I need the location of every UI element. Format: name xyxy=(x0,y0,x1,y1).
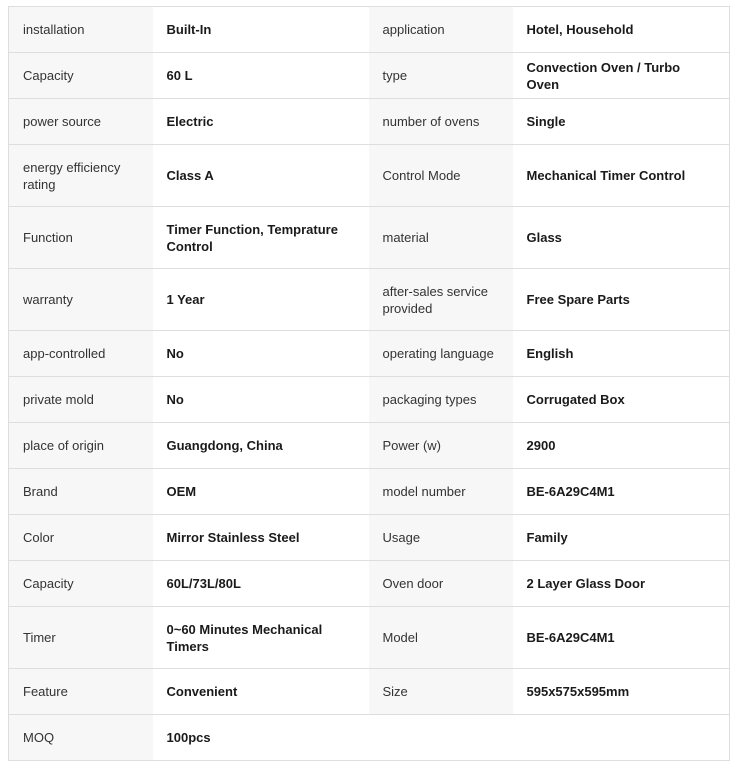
spec-label: place of origin xyxy=(9,423,153,469)
table-row xyxy=(9,145,730,207)
spec-value: Guangdong, China xyxy=(153,423,369,469)
spec-value: Single xyxy=(513,99,730,145)
spec-value: 60 L xyxy=(153,53,369,99)
table-row xyxy=(9,515,730,561)
spec-value: No xyxy=(153,377,369,423)
table-row xyxy=(9,469,730,515)
spec-label: Feature xyxy=(9,669,153,715)
spec-label: after-sales service provided xyxy=(369,269,513,331)
spec-label: MOQ xyxy=(9,715,153,761)
spec-label: Function xyxy=(9,207,153,269)
spec-value: Timer Function, Temprature Control xyxy=(153,207,369,269)
spec-label: installation xyxy=(9,7,153,53)
table-row xyxy=(9,331,730,377)
spec-value: Class A xyxy=(153,145,369,207)
table-row xyxy=(9,269,730,331)
spec-value: Family xyxy=(513,515,730,561)
spec-value: Glass xyxy=(513,207,730,269)
table-row xyxy=(9,53,730,99)
table-row xyxy=(9,377,730,423)
spec-value: 100pcs xyxy=(153,715,369,761)
spec-value: Convection Oven / Turbo Oven xyxy=(513,53,730,99)
spec-label: private mold xyxy=(9,377,153,423)
spec-value: 1 Year xyxy=(153,269,369,331)
spec-label: energy efficiency rating xyxy=(9,145,153,207)
spec-value: 0~60 Minutes Mechanical Timers xyxy=(153,607,369,669)
spec-value: Corrugated Box xyxy=(513,377,730,423)
spec-label: Timer xyxy=(9,607,153,669)
spec-label: Power (w) xyxy=(369,423,513,469)
spec-label: Capacity xyxy=(9,53,153,99)
empty-cell xyxy=(513,715,730,761)
spec-label: type xyxy=(369,53,513,99)
empty-cell xyxy=(369,715,513,761)
spec-label: Capacity xyxy=(9,561,153,607)
spec-label: app-controlled xyxy=(9,331,153,377)
spec-label: Color xyxy=(9,515,153,561)
spec-value: Convenient xyxy=(153,669,369,715)
table-row xyxy=(9,607,730,669)
spec-label: Usage xyxy=(369,515,513,561)
spec-label: Model xyxy=(369,607,513,669)
product-specs-table xyxy=(8,6,730,761)
spec-value: Electric xyxy=(153,99,369,145)
spec-value: Mechanical Timer Control xyxy=(513,145,730,207)
table-row xyxy=(9,669,730,715)
spec-label: Oven door xyxy=(369,561,513,607)
table-row xyxy=(9,7,730,53)
spec-value: 595x575x595mm xyxy=(513,669,730,715)
spec-label: warranty xyxy=(9,269,153,331)
spec-label: Size xyxy=(369,669,513,715)
spec-value: 2 Layer Glass Door xyxy=(513,561,730,607)
spec-label: number of ovens xyxy=(369,99,513,145)
spec-label: model number xyxy=(369,469,513,515)
table-row xyxy=(9,207,730,269)
table-row xyxy=(9,423,730,469)
spec-label: Control Mode xyxy=(369,145,513,207)
spec-label: material xyxy=(369,207,513,269)
spec-value: 60L/73L/80L xyxy=(153,561,369,607)
spec-label: Brand xyxy=(9,469,153,515)
table-row xyxy=(9,715,730,761)
spec-value: Built-In xyxy=(153,7,369,53)
spec-label: application xyxy=(369,7,513,53)
spec-value: English xyxy=(513,331,730,377)
spec-value: Mirror Stainless Steel xyxy=(153,515,369,561)
spec-value: Free Spare Parts xyxy=(513,269,730,331)
spec-value: BE-6A29C4M1 xyxy=(513,469,730,515)
spec-value: BE-6A29C4M1 xyxy=(513,607,730,669)
spec-value: 2900 xyxy=(513,423,730,469)
table-row xyxy=(9,99,730,145)
table-row xyxy=(9,561,730,607)
spec-label: power source xyxy=(9,99,153,145)
spec-value: OEM xyxy=(153,469,369,515)
spec-label: operating language xyxy=(369,331,513,377)
spec-value: Hotel, Household xyxy=(513,7,730,53)
spec-label: packaging types xyxy=(369,377,513,423)
spec-value: No xyxy=(153,331,369,377)
